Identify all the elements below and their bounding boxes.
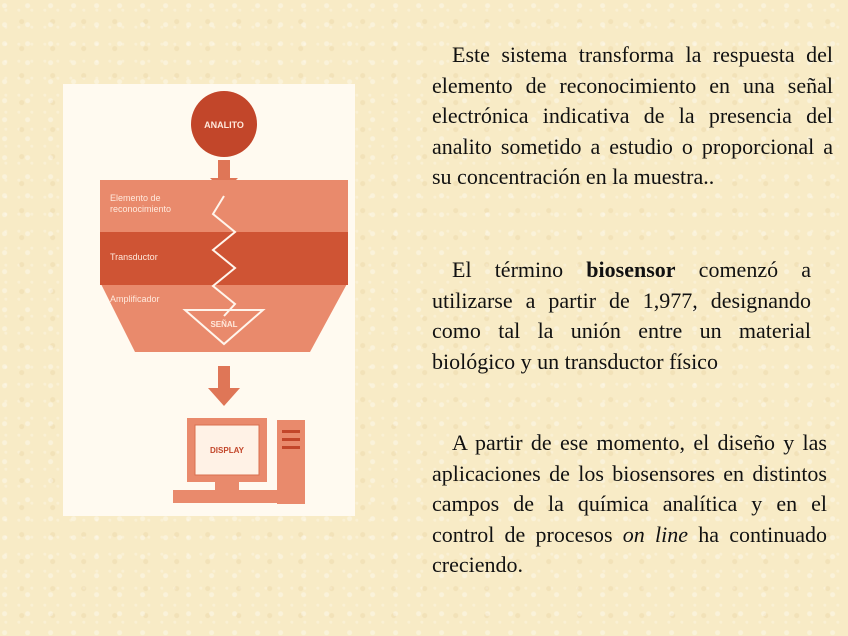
- amplifier-label: Amplificador: [110, 294, 160, 304]
- paragraph-applications-growth: [432, 428, 827, 581]
- paragraph-3-text-before: A partir de ese momento, el diseño y las aplicaciones de los biosensores en distintos campos de la química analítica y en el control de procesos: [432, 430, 827, 547]
- biosensor-diagram: [63, 84, 355, 516]
- recognition-label-line2: reconocimiento: [110, 204, 172, 214]
- biosensor-diagram-svg: [63, 84, 355, 516]
- signal-label: SEÑAL: [210, 320, 238, 329]
- computer-display-icon: [173, 418, 305, 504]
- paragraph-2-text-after: comenzó a utilizarse a partir de 1,977, designando como tal la unión entre un material biológico y un transductor físico: [432, 257, 811, 374]
- paragraph-system-description: [432, 40, 833, 193]
- recognition-label-line1: Elemento de: [110, 193, 161, 203]
- paragraph-3-text-after: ha continuado creciendo.: [432, 521, 827, 577]
- analyte-label: ANALITO: [204, 120, 244, 130]
- arrow-down-icon: [208, 366, 240, 406]
- biosensor-term: biosensor: [586, 257, 676, 282]
- paragraph-1-text: Este sistema transforma la respuesta del elemento de reconocimiento en una señal electrónica indicativa de la presencia del analito sometido a estudio o proporcional a su concentración en la muestra..: [432, 42, 833, 189]
- paragraph-2-text-before: El término: [452, 257, 587, 282]
- online-term: on line: [622, 521, 688, 547]
- display-label: DISPLAY: [210, 446, 244, 455]
- paragraph-biosensor-history: [432, 255, 811, 377]
- transducer-label: Transductor: [110, 252, 158, 262]
